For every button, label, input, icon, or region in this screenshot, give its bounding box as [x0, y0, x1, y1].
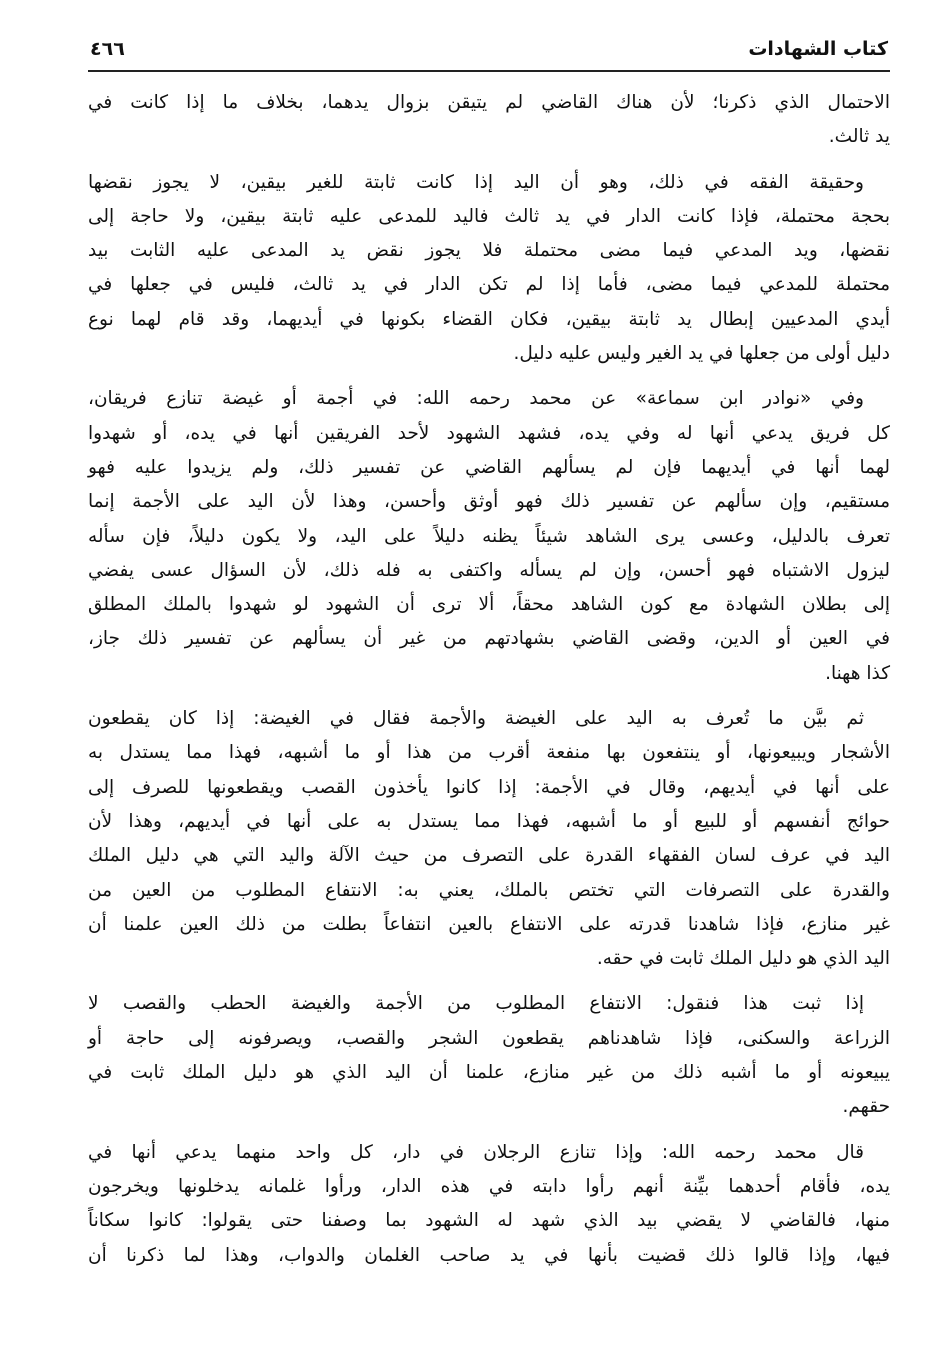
text-line: وفي «نوادر ابن سماعة» عن محمد رحمه الله: في أجمة أو غيضة تنازع فريقان،: [88, 388, 864, 410]
paragraph: [88, 86, 890, 155]
text-line: ليزول الاشتباه فهو أحسن، وإن لم يسأله واكتفى به فله ذلك، لأن السؤال عسى يفضي: [88, 559, 890, 581]
text-line: لهما أنها في أيديهما فإن لم يسألهم القاضي عن تفسير ذلك، ولم يزيدوا عليه فهو: [88, 456, 890, 478]
text-line: إلى بطلان الشهادة مع كون الشاهد محقاً، ألا ترى أن الشهود لو شهدوا بالملك المطلق: [88, 594, 890, 616]
text-line: اليد الذي هو دليل الملك ثابت في حقه.: [596, 948, 890, 970]
text-line: ثم بيَّن ما تُعرف به اليد على الغيضة والأجمة فقال في الغيضة: إذا كان يقطعون: [88, 708, 864, 730]
page-body: [88, 86, 890, 1284]
text-line: الأشجار ويبيعونها، أو ينتفعون بها منفعة أقرب من هذا أو ما أشبهه، فهذا مما يستدل به: [88, 742, 890, 764]
text-line: حوائج أنفسهم أو للبيع أو ما أشبهه، فهذا مما يستدل به على أنها في أيديهم، وهذا لأن: [88, 810, 890, 832]
paragraph: [88, 702, 890, 976]
text-line: كل فريق يدعي أنها له وفي يده، فشهد الشهود لأحد الفريقين أنها في يده، أو شهدوا: [88, 422, 890, 444]
text-line: في العين أو الدين، وقضى القاضي بشهادتهم من غير أن يسألهم عن تفسير ذلك جاز،: [88, 628, 890, 650]
text-line: يبيعونه أو ما أشبه ذلك من غير منازع، علمنا أن اليد الذي هو دليل الملك ثابت في: [88, 1062, 890, 1084]
text-line: الزراعة والسكنى، فإذا شاهدناهم يقطعون الشجر والقصب، ويصرفونه إلى حاجة أو: [88, 1027, 890, 1049]
text-line: على أنها في أيديهم، وقال في الأجمة: إذا كانوا يأخذون القصب ويقطعونها للصرف إلى: [88, 776, 890, 798]
paragraph: [88, 1136, 890, 1273]
text-line: تعرف بالدليل، وعسى يرى الشاهد شيئاً يظنه دليلاً على اليد، ولا يكون دليلاً، فإن سأله: [88, 525, 890, 547]
text-line: والقدرة على التصرفات التي تختص بالملك، يعني به: الانتفاع المطلوب من العين من: [88, 879, 890, 901]
text-line: بحجة محتملة، فإذا كانت الدار في يد ثالث فاليد للمدعى عليه ثابتة بيقين، ولا حاجة إلى: [88, 205, 890, 227]
chapter-title: كتاب الشهادات: [748, 38, 888, 60]
text-line: أيدي المدعيين إبطال يد ثابتة بيقين، فكان القضاء بكونها في أيديهما، وقد قام لهما نوع: [88, 308, 890, 330]
page-number: ٤٦٦: [90, 38, 125, 60]
text-line: الاحتمال الذي ذكرنا؛ لأن هناك القاضي لم يتيقن بزوال يدهما، بخلاف ما إذا كانت في: [88, 92, 890, 113]
text-line: محتملة للمدعي فيما مضى، فأما إذا لم تكن الدار في يد ثالث، فليس في جعلها في: [88, 274, 890, 296]
text-line: مستقيم، وإن سألهم عن تفسير ذلك فهو أوثق وأحسن، وهذا لأن اليد على الأجمة إنما: [88, 491, 890, 513]
paragraph: [88, 382, 890, 691]
text-line: كذا ههنا.: [825, 662, 890, 684]
text-line: غير منازع، فإذا شاهدنا قدرته على الانتفاع بالعين انتفاعاً بطلت من ذلك العين علمنا أن: [88, 913, 890, 935]
text-line: إذا ثبت هذا فنقول: الانتفاع المطلوب من الأجمة والغيضة الحطب والقصب لا: [88, 993, 864, 1015]
running-header: [88, 34, 890, 72]
paragraph: [88, 166, 890, 372]
text-line: وحقيقة الفقه في ذلك، وهو أن اليد إذا كانت ثابتة للغير بيقين، لا يجوز نقضها: [88, 171, 864, 193]
text-line: نقضها، ويد المدعي فيما مضى محتملة فلا يجوز نقض يد المدعى عليه الثابت بيد: [88, 240, 890, 262]
text-line: اليد في عرف لسان الفقهاء القدرة على التصرف من حيث الآلة واليد التي هي دليل الملك: [88, 845, 890, 867]
text-line: حقهم.: [842, 1096, 890, 1118]
paragraph: [88, 987, 890, 1124]
text-line: فيها، وإذا قالوا ذلك قضيت بأنها في يد صاحب الغلمان والدواب، وهذا لما ذكرنا أن: [88, 1244, 890, 1266]
text-line: دليل أولى من جعلها في يد الغير وليس عليه دليل.: [513, 343, 890, 365]
text-line: يده، فأقام أحدهما بيِّنة أنهم رأوا دابته في هذه الدار، ورأوا غلمانه يدخلونها ويخرجون: [88, 1175, 890, 1197]
text-line: يد ثالث.: [828, 126, 890, 148]
text-line: منها، فالقاضي لا يقضي بيد الذي شهد له الشهود بما وصفنا حتى يقولوا: كانوا سكاناً: [88, 1210, 890, 1232]
text-line: قال محمد رحمه الله: وإذا تنازع الرجلان في دار، كل واحد منهما يدعي أنها في: [88, 1141, 864, 1163]
